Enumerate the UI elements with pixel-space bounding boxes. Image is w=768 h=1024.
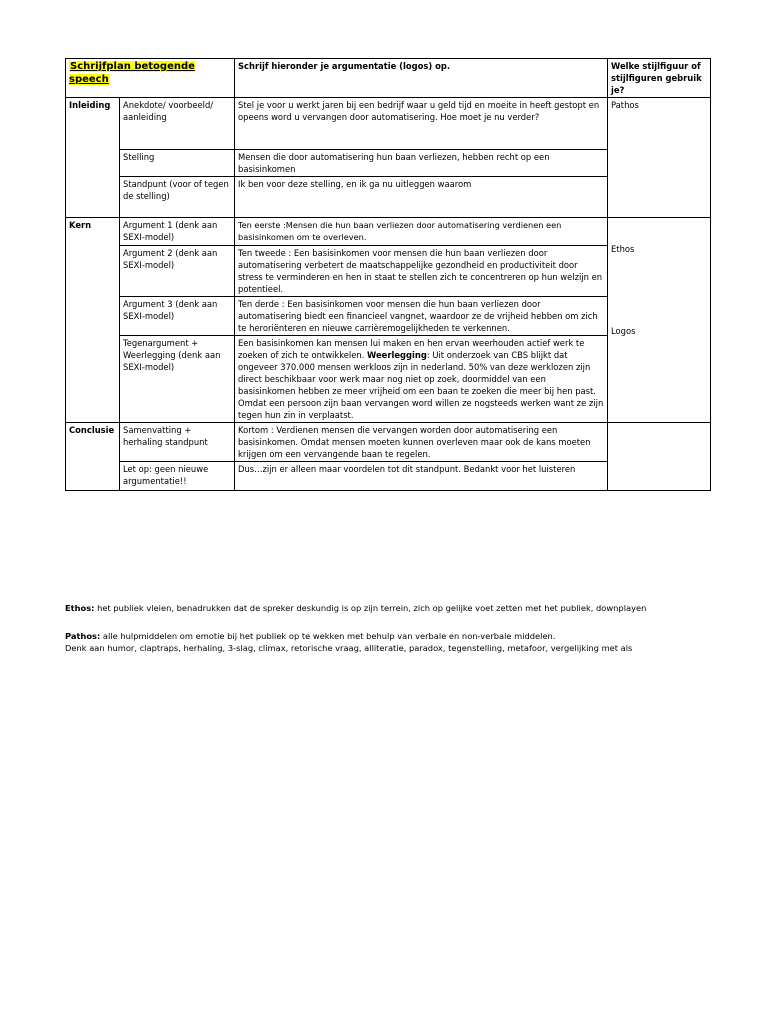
row-part: Tegenargument + Weerlegging (denk aan SEXI-model) — [120, 336, 235, 423]
style-logos: Logos — [611, 326, 636, 336]
row-content: Ik ben voor deze stelling, en ik ga nu uitleggen waarom — [235, 177, 608, 218]
row-content: Mensen die door automatisering hun baan verliezen, hebben recht op een basisinkomen — [235, 150, 608, 177]
stylefigures-header: Welke stijlfiguur of stijlfiguren gebruik je? — [608, 59, 711, 98]
table-row — [66, 423, 711, 462]
row-content: Kortom : Verdienen mensen die vervangen worden door automatisering een basisinkomen. Omdat mensen moeten kunnen overleven maar ook de kans moeten krijgen om een vervangende baan te regelen. — [235, 423, 608, 462]
row-content — [235, 336, 608, 423]
row-part: Stelling — [120, 150, 235, 177]
row-part: Argument 3 (denk aan SEXI-model) — [120, 297, 235, 336]
table-header-row — [66, 59, 711, 98]
speech-plan-table — [65, 58, 711, 491]
section-inleiding: Inleiding — [66, 98, 120, 218]
pathos-label: Pathos: — [65, 631, 101, 641]
plan-title: Schrijfplan betogende speech — [69, 61, 195, 85]
ethos-note — [65, 602, 745, 614]
row-content: Dus…zijn er alleen maar voordelen tot dit standpunt. Bedankt voor het luisteren — [235, 462, 608, 491]
section-kern: Kern — [66, 218, 120, 423]
row-part: Standpunt (voor of tegen de stelling) — [120, 177, 235, 218]
style-inleiding: Pathos — [608, 98, 711, 218]
row-content: Ten derde : Een basisinkomen voor mensen die hun baan verliezen door automatisering biedt een financieel vangnet, waardoor ze de vrijheid hebben om zich te heroriënteren en nieuwe carrièremogelijkheden te verkennen. — [235, 297, 608, 336]
row-part: Argument 2 (denk aan SEXI-model) — [120, 246, 235, 297]
row-part: Argument 1 (denk aan SEXI-model) — [120, 218, 235, 246]
ethos-label: Ethos: — [65, 603, 95, 613]
row-content: Stel je voor u werkt jaren bij een bedrijf waar u geld tijd en moeite in heeft gestopt en opeens word u vervangen door automatisering. Hoe moet je nu verder? — [235, 98, 608, 150]
table-row — [66, 218, 711, 246]
counterargument-text: Een basisinkomen kan mensen lui maken en hen ervan weerhouden actief werk te zoeken of zich te ontwikkelen. — [238, 338, 585, 360]
plan-title-cell — [66, 59, 235, 98]
row-part: Let op: geen nieuwe argumentatie!! — [120, 462, 235, 491]
rebuttal-text: : Uit onderzoek van CBS blijkt dat ongeveer 370.000 mensen werkloos zijn in nederland. 50% van deze werklozen zijn direct beschikbaar voor werk maar nog niet op zoek, doormiddel van een basisinkomen hebben ze meer vrijheid om een baan te zoeken die meer bij hen past. Omdat een persoon zijn baan vervangen word willen ze nogsteeds werken want ze zijn tegen hun zin in verplaatst. — [238, 350, 604, 420]
style-ethos: Ethos — [611, 244, 635, 254]
row-content: Ten eerste :Mensen die hun baan verliezen door automatisering verdienen een basisinkomen om te overleven. — [235, 218, 608, 246]
table-row — [66, 98, 711, 150]
row-content: Ten tweede : Een basisinkomen voor mensen die hun baan verliezen door automatisering verbetert de maatschappelijke gezondheid en productiviteit door stress te verminderen en hen in staat te stellen zich te concentreren op hun welzijn en potentieel. — [235, 246, 608, 297]
rebuttal-label: Weerlegging — [367, 350, 427, 360]
style-kern — [608, 218, 711, 423]
argumentation-header: Schrijf hieronder je argumentatie (logos) op. — [235, 59, 608, 98]
section-conclusie: Conclusie — [66, 423, 120, 491]
pathos-text: alle hulpmiddelen om emotie bij het publiek op te wekken met behulp van verbale en non-verbale middelen. — [100, 631, 556, 641]
ethos-text: het publiek vleien, benadrukken dat de spreker deskundig is op zijn terrein, zich op gelijke voet zetten met het publiek, downplayen — [94, 603, 647, 613]
row-part: Samenvatting + herhaling standpunt — [120, 423, 235, 462]
row-part: Anekdote/ voorbeeld/ aanleiding — [120, 98, 235, 150]
pathos-examples: Denk aan humor, claptraps, herhaling, 3-slag, climax, retorische vraag, alliteratie, paradox, tegenstelling, metafoor, vergelijking met als — [65, 643, 633, 653]
pathos-note — [65, 630, 745, 654]
style-conclusie — [608, 423, 711, 491]
